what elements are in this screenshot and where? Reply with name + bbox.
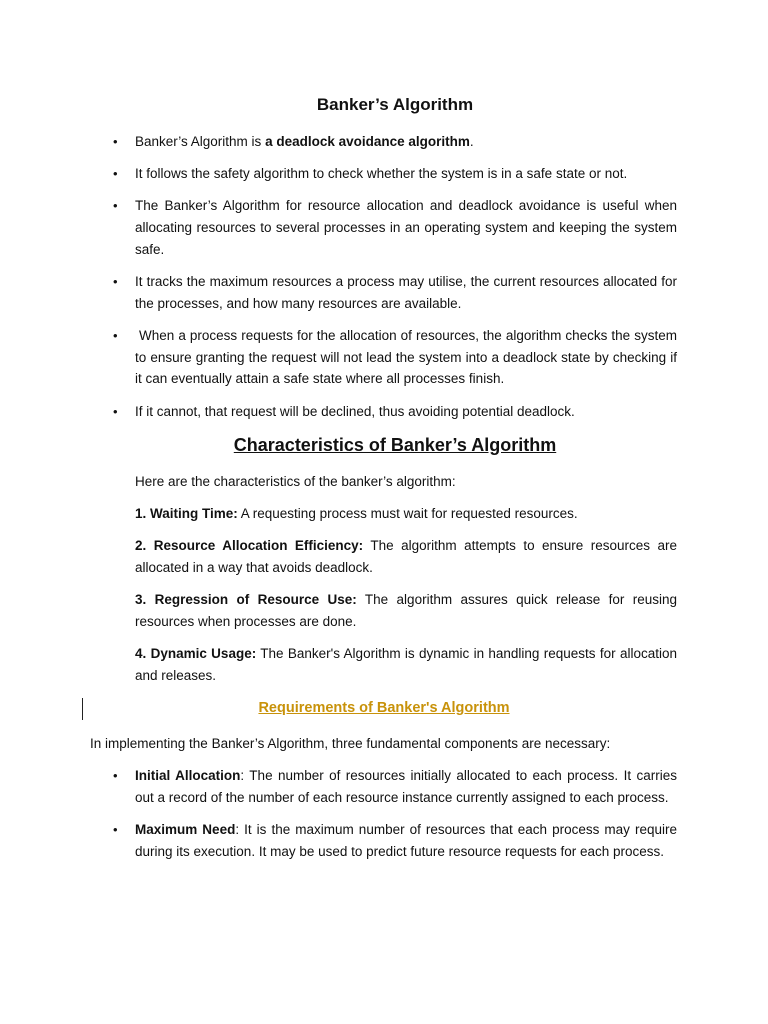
requirements-bullet-list bbox=[135, 765, 677, 862]
characteristics-heading: Characteristics of Banker’s Algorithm bbox=[233, 435, 557, 455]
intro-bullet-list bbox=[135, 131, 681, 422]
page-title: Banker’s Algorithm bbox=[316, 95, 474, 114]
list-item: • The Banker’s Algorithm for resource allocation and deadlock avoidance is useful when allocating resources to several processes in an operating system and keeping the system safe. bbox=[135, 195, 677, 260]
list-item: • Banker’s Algorithm is a deadlock avoidance algorithm. bbox=[135, 131, 677, 153]
characteristic-item: 1. Waiting Time: A requesting process must wait for requested resources. bbox=[135, 506, 578, 521]
list-item: • It tracks the maximum resources a process may utilise, the current resources allocated for the processes, and how many resources are available. bbox=[135, 271, 677, 314]
characteristic-item: 3. Regression of Resource Use: The algorithm assures quick release for reusing resources when processes are done. bbox=[135, 592, 678, 629]
list-item: • Initial Allocation: The number of resources initially allocated to each process. It carries out a record of the number of each resource instance currently assigned to each process. bbox=[135, 765, 677, 808]
list-item: • If it cannot, that request will be declined, thus avoiding potential deadlock. bbox=[135, 401, 677, 423]
requirements-heading: Requirements of Banker's Algorithm bbox=[258, 700, 510, 716]
characteristics-intro: Here are the characteristics of the banker’s algorithm: bbox=[135, 474, 456, 489]
characteristic-item: 4. Dynamic Usage: The Banker's Algorithm is dynamic in handling requests for allocation and releases. bbox=[135, 646, 677, 683]
characteristic-item: 2. Resource Allocation Efficiency: The algorithm attempts to ensure resources are allocated in a way that avoids deadlock. bbox=[135, 538, 678, 575]
list-item: • It follows the safety algorithm to check whether the system is in a safe state or not. bbox=[135, 163, 677, 185]
list-item: • Maximum Need: It is the maximum number of resources that each process may require during its execution. It may be used to predict future resource requests for each process. bbox=[135, 819, 677, 862]
list-item: • When a process requests for the allocation of resources, the algorithm checks the system to ensure granting the request will not lead the system into a deadlock state by checking if it can eventually attain a safe state where all processes finish. bbox=[135, 325, 677, 390]
requirements-intro: In implementing the Banker’s Algorithm, three fundamental components are necessary: bbox=[90, 736, 611, 751]
